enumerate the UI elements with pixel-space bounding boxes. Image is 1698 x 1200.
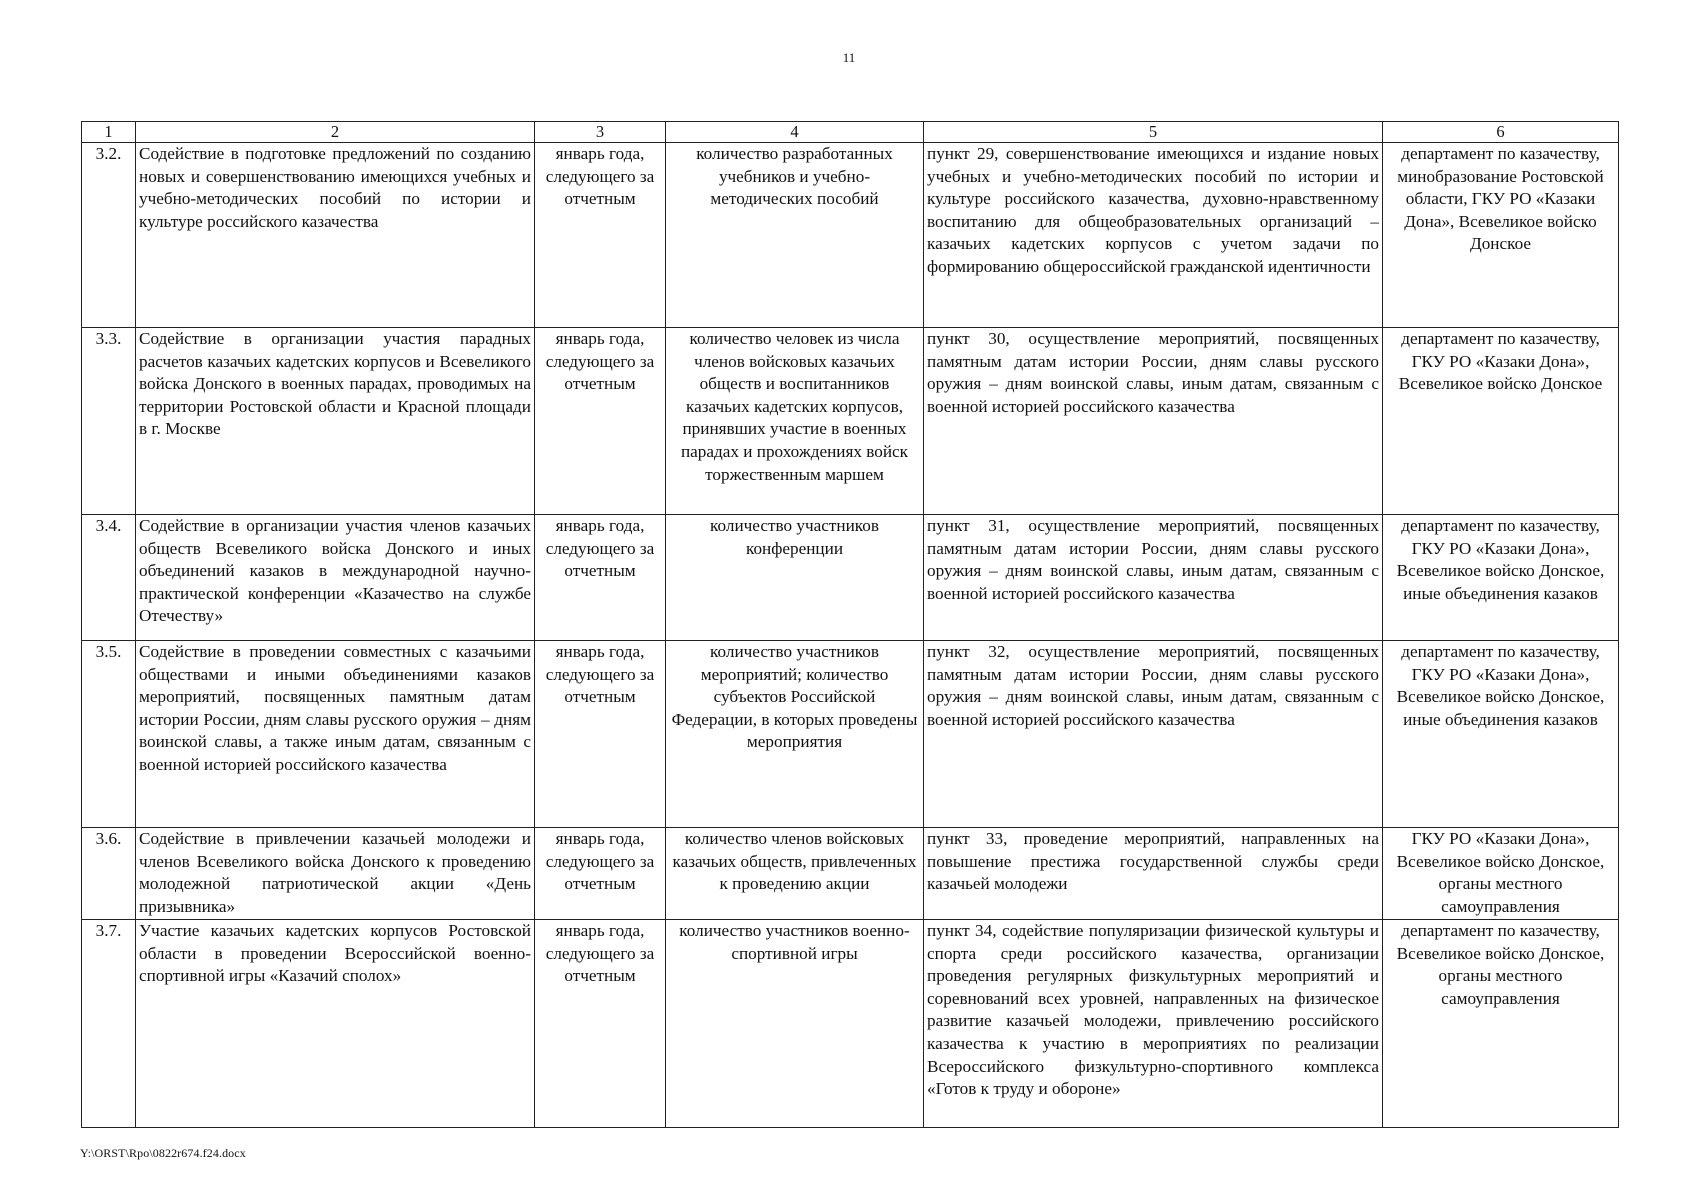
row-number: 3.5.: [82, 641, 136, 828]
row-description: Содействие в организации участия членов казачьих обществ Всевеликого войска Донского и иных объединений казаков в международной научно-практической конференции «Казачество на службе Отечеству»: [136, 515, 535, 641]
row-executor: департамент по казачеству, ГКУ РО «Казаки Дона», Всевеликое войско Донское: [1383, 328, 1619, 515]
table-row: [82, 641, 1619, 828]
row-executor: департамент по казачеству, минобразование Ростовской области, ГКУ РО «Казаки Дона», Всевеликое войско Донское: [1383, 143, 1619, 328]
row-indicator: количество участников военно-спортивной игры: [666, 920, 924, 1128]
row-executor: департамент по казачеству, ГКУ РО «Казаки Дона», Всевеликое войско Донское, иные объединения казаков: [1383, 641, 1619, 828]
row-number: 3.4.: [82, 515, 136, 641]
column-header: 3: [535, 122, 666, 143]
row-clause: пункт 30, осуществление мероприятий, посвященных памятным датам истории России, дням славы русского оружия – дням воинской славы, иным датам, связанным с военной историей российского казачества: [924, 328, 1383, 515]
page-number: 11: [842, 50, 856, 65]
row-number: 3.2.: [82, 143, 136, 328]
row-clause: пункт 29, совершенствование имеющихся и издание новых учебных и учебно-методических пособий по истории и культуре российского казачества, духовно-нравственному воспитанию для общеобразовательных организаций – казачьих кадетских корпусов с учетом задачи по формированию общероссийской гражданской идентичности: [924, 143, 1383, 328]
row-description: Содействие в подготовке предложений по созданию новых и совершенствованию имеющихся учебных и учебно-методических пособий по истории и культуре российского казачества: [136, 143, 535, 328]
row-clause: пункт 33, проведение мероприятий, направленных на повышение престижа государственной службы среди казачьей молодежи: [924, 828, 1383, 920]
row-term: январь года, следующего за отчетным: [535, 515, 666, 641]
row-term: январь года, следующего за отчетным: [535, 828, 666, 920]
row-clause: пункт 34, содействие популяризации физической культуры и спорта среди российского казачества, организации проведения регулярных физкультурных мероприятий и соревнований всех уровней, направленных на физическое развитие казачьей молодежи, привлечению российского казачества к участию в мероприятиях по реализации Всероссийского физкультурно-спортивного комплекса «Готов к труду и обороне»: [924, 920, 1383, 1128]
column-header: 6: [1383, 122, 1619, 143]
table-row: [82, 920, 1619, 1128]
row-number: 3.7.: [82, 920, 136, 1128]
row-number: 3.6.: [82, 828, 136, 920]
table-row: [82, 828, 1619, 920]
plan-table: [81, 121, 1619, 1128]
row-description: Содействие в организации участия парадных расчетов казачьих кадетских корпусов и Всевеликого войска Донского в военных парадах, проводимых на территории Ростовской области и Красной площади в г. Москве: [136, 328, 535, 515]
row-term: январь года, следующего за отчетным: [535, 143, 666, 328]
row-executor: департамент по казачеству, ГКУ РО «Казаки Дона», Всевеликое войско Донское, иные объединения казаков: [1383, 515, 1619, 641]
table-header-row: [82, 122, 1619, 143]
row-executor: ГКУ РО «Казаки Дона», Всевеликое войско Донское, органы местного самоуправления: [1383, 828, 1619, 920]
row-indicator: количество разработанных учебников и учебно-методических пособий: [666, 143, 924, 328]
row-clause: пункт 32, осуществление мероприятий, посвященных памятным датам истории России, дням славы русского оружия – дням воинской славы, иным датам, связанным с военной историей российского казачества: [924, 641, 1383, 828]
row-indicator: количество членов войсковых казачьих обществ, привлеченных к проведению акции: [666, 828, 924, 920]
row-indicator: количество участников мероприятий; количество субъектов Российской Федерации, в которых проведены мероприятия: [666, 641, 924, 828]
table-row: [82, 143, 1619, 328]
row-term: январь года, следующего за отчетным: [535, 328, 666, 515]
column-header: 1: [82, 122, 136, 143]
row-description: Участие казачьих кадетских корпусов Ростовской области в проведении Всероссийской военно-спортивной игры «Казачий сполох»: [136, 920, 535, 1128]
row-indicator: количество участников конференции: [666, 515, 924, 641]
footer-file-path: Y:\ORST\Rpo\0822r674.f24.docx: [80, 1146, 246, 1160]
row-term: январь года, следующего за отчетным: [535, 641, 666, 828]
column-header: 2: [136, 122, 535, 143]
row-clause: пункт 31, осуществление мероприятий, посвященных памятным датам истории России, дням славы русского оружия – дням воинской славы, иным датам, связанным с военной историей российского казачества: [924, 515, 1383, 641]
column-header: 5: [924, 122, 1383, 143]
row-description: Содействие в привлечении казачьей молодежи и членов Всевеликого войска Донского к проведению молодежной патриотической акции «День призывника»: [136, 828, 535, 920]
row-number: 3.3.: [82, 328, 136, 515]
row-indicator: количество человек из числа членов войсковых казачьих обществ и воспитанников казачьих кадетских корпусов, принявших участие в военных парадах и прохождениях войск торжественным маршем: [666, 328, 924, 515]
column-header: 4: [666, 122, 924, 143]
table-row: [82, 515, 1619, 641]
row-description: Содействие в проведении совместных с казачьими обществами и иными объединениями казаков мероприятий, посвященных памятным датам истории России, дням славы русского оружия – дням воинской славы, а также иным датам, связанным с военной историей российского казачества: [136, 641, 535, 828]
row-term: январь года, следующего за отчетным: [535, 920, 666, 1128]
table-row: [82, 328, 1619, 515]
row-executor: департамент по казачеству, Всевеликое войско Донское, органы местного самоуправления: [1383, 920, 1619, 1128]
